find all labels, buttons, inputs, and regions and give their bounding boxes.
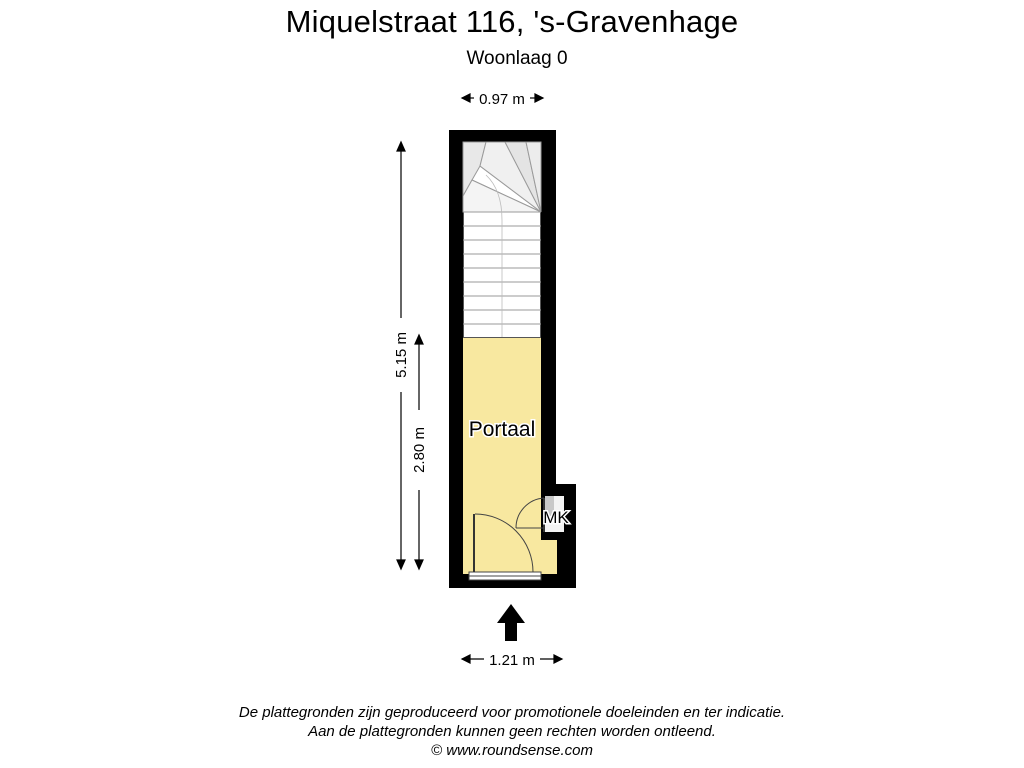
disclaimer-line-1: De plattegronden zijn geproduceerd voor promotionele doeleinden en ter indicatie. xyxy=(238,704,786,721)
dimension-top-width: 0.97 m xyxy=(479,91,525,108)
room-label-portaal: Portaal xyxy=(468,418,536,441)
dimension-portal-length: 2.80 m xyxy=(411,427,428,473)
plan-title: Miquelstraat 116, 's-Gravenhage xyxy=(285,4,739,39)
entrance-arrow-icon xyxy=(497,604,525,641)
dimension-total-length: 5.15 m xyxy=(393,332,410,378)
copyright-line: © www.roundsense.com xyxy=(431,742,593,759)
disclaimer xyxy=(0,703,1024,760)
portaal-floor-ext xyxy=(540,540,557,574)
floor-label: Woonlaag 0 xyxy=(466,48,568,69)
disclaimer-line-2: Aan de plattegronden kunnen geen rechten worden ontleend. xyxy=(308,723,716,740)
dimension-bottom-width: 1.21 m xyxy=(489,652,535,669)
room-label-mk: MK xyxy=(543,508,569,527)
